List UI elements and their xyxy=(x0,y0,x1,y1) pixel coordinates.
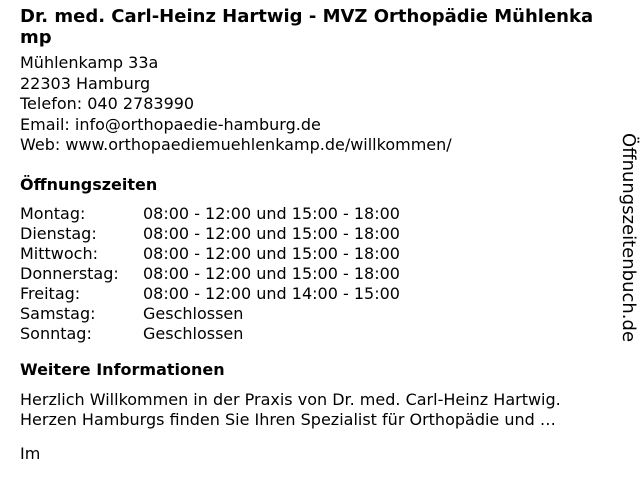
opening-hours-table xyxy=(20,204,610,344)
more-info-text xyxy=(20,390,612,431)
watermark-label: Öffnungszeitenbuch.de xyxy=(618,133,639,343)
hours-row xyxy=(20,204,610,224)
hours-time: 08:00 - 12:00 und 15:00 - 18:00 xyxy=(143,263,400,283)
contact-block xyxy=(20,53,610,156)
hours-day: Montag: xyxy=(20,203,86,223)
city-address: 22303 Hamburg xyxy=(20,73,151,93)
opening-hours-heading: Öffnungszeiten xyxy=(20,174,158,194)
phone-number[interactable]: Telefon: 040 2783990 xyxy=(20,94,195,113)
hours-row xyxy=(20,244,610,264)
more-info-heading: Weitere Informationen xyxy=(20,359,225,379)
info-line: Im xyxy=(20,443,41,463)
hours-row xyxy=(20,304,610,324)
info-line: Herzlich Willkommen in der Praxis von Dr. med. Carl-Heinz Hartwig. xyxy=(20,389,561,409)
hours-time: 08:00 - 12:00 und 15:00 - 18:00 xyxy=(143,203,400,223)
hours-time: 08:00 - 12:00 und 15:00 - 18:00 xyxy=(143,223,400,243)
email-address[interactable]: Email: info@orthopaedie-hamburg.de xyxy=(20,114,321,134)
hours-day: Dienstag: xyxy=(20,223,97,243)
website-link[interactable]: Web: www.orthopaediemuehlenkamp.de/willkommen/ xyxy=(20,135,452,154)
hours-time: Geschlossen xyxy=(143,303,244,323)
hours-day: Mittwoch: xyxy=(20,243,98,263)
hours-day: Freitag: xyxy=(20,283,81,303)
street-address: Mühlenkamp 33a xyxy=(20,53,159,72)
hours-day: Samstag: xyxy=(20,303,96,323)
hours-time: 08:00 - 12:00 und 14:00 - 15:00 xyxy=(143,283,400,303)
hours-row xyxy=(20,264,610,284)
hours-day: Sonntag: xyxy=(20,323,92,343)
info-line: Herzen Hamburgs finden Sie Ihren Spezialist für Orthopädie und … xyxy=(20,410,556,429)
hours-row xyxy=(20,284,610,304)
practice-title: Dr. med. Carl-Heinz Hartwig - MVZ Orthopädie Mühlenkamp xyxy=(20,6,594,48)
hours-day: Donnerstag: xyxy=(20,263,119,283)
hours-time: 08:00 - 12:00 und 15:00 - 18:00 xyxy=(143,243,400,263)
hours-time: Geschlossen xyxy=(143,323,244,343)
hours-row xyxy=(20,324,610,344)
hours-row xyxy=(20,224,610,244)
practice-card xyxy=(20,6,610,464)
